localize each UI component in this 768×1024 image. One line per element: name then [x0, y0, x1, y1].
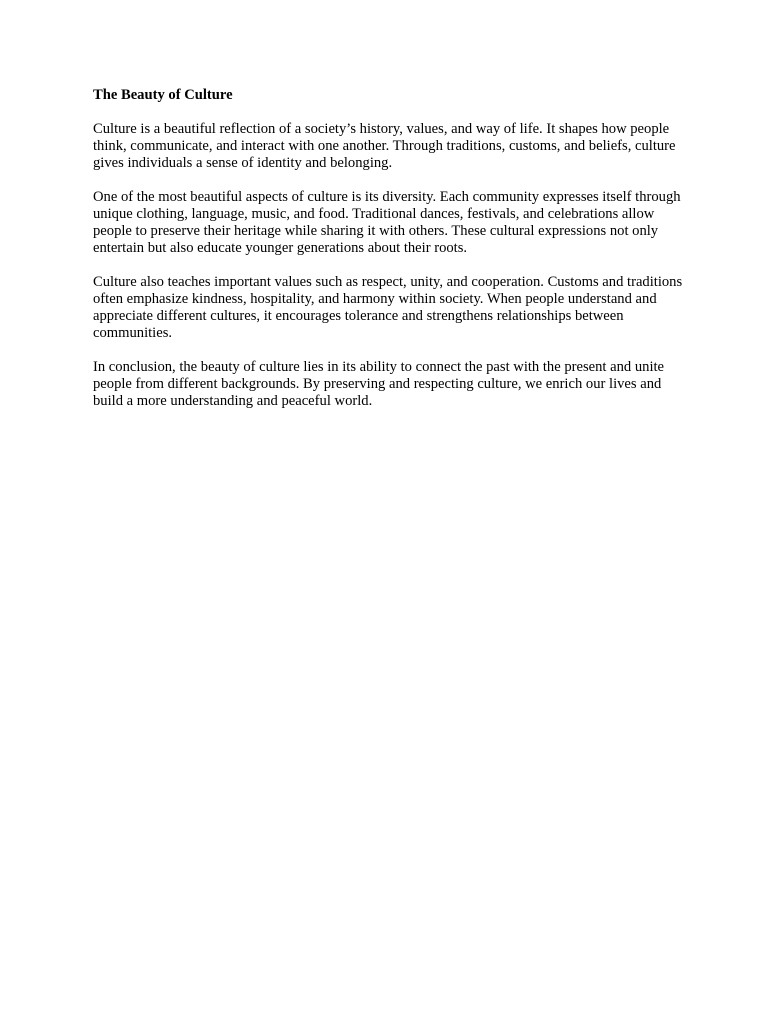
document-title: The Beauty of Culture	[93, 87, 233, 103]
paragraph-values: Culture also teaches important values such as respect, unity, and cooperation. Customs and traditions often emphasize kindness, hospitality, and harmony within society. When people understand and appreciate different cultures, it encourages tolerance and strengthens relationships between communities.	[93, 274, 683, 341]
paragraph-intro: Culture is a beautiful reflection of a society’s history, values, and way of life. It shapes how people think, communicate, and interact with one another. Through traditions, customs, and beliefs, culture gives individuals a sense of identity and belonging.	[93, 121, 676, 171]
paragraph-conclusion: In conclusion, the beauty of culture lies in its ability to connect the past with the present and unite people from different backgrounds. By preserving and respecting culture, we enrich our lives and build a more understanding and peaceful world.	[93, 359, 665, 409]
paragraph-diversity: One of the most beautiful aspects of culture is its diversity. Each community expresses itself through unique clothing, language, music, and food. Traditional dances, festivals, and celebrations allow people to preserve their heritage while sharing it with others. These cultural expressions not only entertain but also educate younger generations about their roots.	[93, 189, 681, 256]
document-body	[93, 87, 683, 427]
